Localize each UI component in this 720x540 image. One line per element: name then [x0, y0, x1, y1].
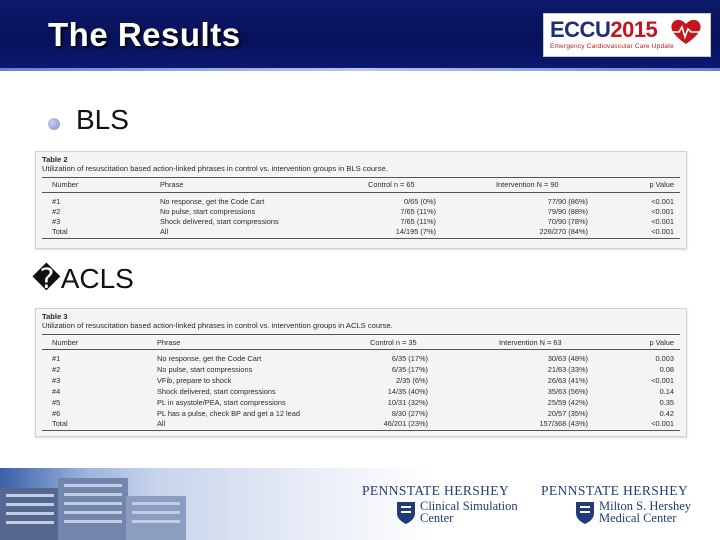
- shield-icon: [396, 501, 416, 525]
- table-cell: 26/63 (41%): [547, 376, 588, 385]
- table-row: [42, 409, 680, 418]
- table-cell: VFib, prepare to shock: [157, 376, 232, 385]
- table-cell: #1: [52, 197, 61, 206]
- table-cell: #6: [52, 409, 61, 418]
- table-cell: 70/90 (78%): [547, 217, 588, 226]
- table-cell: <0.001: [651, 419, 674, 428]
- logo-name: ECCU: [550, 17, 611, 42]
- slide-title: The Results: [48, 16, 241, 53]
- table-cell: 30/63 (48%): [547, 354, 588, 363]
- table-row: [42, 207, 680, 216]
- table-cell: #3: [52, 376, 61, 385]
- column-header: Phrase: [157, 338, 181, 347]
- column-header: Control n = 35: [370, 338, 417, 347]
- table-caption: Utilization of resuscitation based action-linked phrases in control vs. intervention groups in BLS course.: [42, 164, 388, 173]
- table-cell: 0.08: [659, 365, 674, 374]
- bullet-dot-icon: [48, 118, 60, 130]
- table-cell: 157/368 (43%): [539, 419, 588, 428]
- table-cell: #2: [52, 365, 61, 374]
- table-cell: 6/35 (17%): [391, 354, 428, 363]
- table-caption: Utilization of resuscitation based action-linked phrases in control vs. intervention groups in ACLS course.: [42, 321, 393, 330]
- building-illustration: [0, 470, 230, 540]
- table-cell: #2: [52, 207, 61, 216]
- table-cell: Total: [52, 419, 68, 428]
- table-rule: [42, 238, 680, 239]
- table-cell: No pulse, start compressions: [157, 365, 253, 374]
- table-cell: 8/30 (27%): [391, 409, 428, 418]
- org-unit: [420, 500, 518, 524]
- column-header: Number: [52, 180, 79, 189]
- table-rule: [42, 349, 680, 350]
- table-row: [42, 419, 680, 428]
- table-cell: 14/35 (40%): [387, 387, 428, 396]
- table-cell: #1: [52, 354, 61, 363]
- psh-simulation-center-logo: [362, 483, 518, 525]
- table-cell: 79/90 (88%): [547, 207, 588, 216]
- table-cell: #4: [52, 387, 61, 396]
- table-rule: [42, 192, 680, 193]
- table-cell: <0.001: [651, 217, 674, 226]
- table-cell: 25/59 (42%): [547, 398, 588, 407]
- table-cell: 46/201 (23%): [383, 419, 428, 428]
- eccu-logo: [543, 13, 711, 57]
- column-header: Intervention N = 63: [499, 338, 562, 347]
- table-cell: No pulse, start compressions: [160, 207, 256, 216]
- table-row: [42, 227, 680, 236]
- table-cell: 226/270 (84%): [539, 227, 588, 236]
- logo-subtitle: Emergency Cardiovascular Care Update: [550, 43, 674, 50]
- table-cell: Shock delivered, start compressions: [157, 387, 276, 396]
- table-cell: All: [160, 227, 169, 236]
- logo-wordmark: [550, 17, 657, 43]
- table-cell: 14/195 (7%): [395, 227, 436, 236]
- title-divider: [0, 68, 720, 71]
- table-rule: [42, 334, 680, 335]
- table-row: [42, 387, 680, 396]
- table-row: [42, 365, 680, 374]
- logo-year: 2015: [610, 17, 658, 42]
- psh-medical-center-logo: [541, 483, 692, 525]
- acls-results-table: [35, 308, 687, 437]
- table-cell: 7/65 (11%): [400, 217, 436, 226]
- table-row: [42, 376, 680, 385]
- table-rule: [42, 430, 680, 431]
- shield-icon: [575, 501, 595, 525]
- table-cell: 21/63 (33%): [547, 365, 588, 374]
- table-cell: <0.001: [651, 207, 674, 216]
- column-header: p Value: [649, 338, 674, 347]
- table-header-row: [42, 338, 680, 347]
- table-cell: 77/90 (86%): [547, 197, 588, 206]
- column-header: Intervention N = 90: [496, 180, 559, 189]
- unit-line: Clinical Simulation: [420, 499, 518, 513]
- table-cell: 20/57 (35%): [547, 409, 588, 418]
- table-cell: PL has a pulse, check BP and get a 12 lead: [157, 409, 300, 418]
- bullet-acls: �ACLS: [32, 263, 134, 294]
- table-cell: 6/35 (17%): [391, 365, 428, 374]
- column-header: Phrase: [160, 180, 184, 189]
- table-cell: Shock delivered, start compressions: [160, 217, 279, 226]
- table-cell: No response, get the Code Cart: [157, 354, 262, 363]
- table-cell: PL in asystole/PEA, start compressions: [157, 398, 286, 407]
- table-cell: 0.42: [659, 409, 674, 418]
- bullet-bls: BLS: [76, 104, 129, 135]
- table-cell: All: [157, 419, 166, 428]
- column-header: p Value: [649, 180, 674, 189]
- table-row: [42, 354, 680, 363]
- table-row: [42, 217, 680, 226]
- table-cell: Total: [52, 227, 68, 236]
- table-cell: 10/31 (32%): [387, 398, 428, 407]
- table-row: [42, 197, 680, 206]
- table-cell: <0.001: [651, 227, 674, 236]
- table-cell: <0.001: [651, 376, 674, 385]
- table-cell: 0.14: [659, 387, 674, 396]
- table-cell: 0.35: [659, 398, 674, 407]
- table-cell: <0.001: [651, 197, 674, 206]
- org-name: PENNSTATE HERSHEY: [541, 483, 689, 498]
- table-title: Table 2: [42, 155, 68, 164]
- table-cell: 35/63 (56%): [547, 387, 588, 396]
- table-row: [42, 398, 680, 407]
- unit-line: Medical Center: [599, 511, 677, 525]
- table-cell: 2/35 (6%): [395, 376, 428, 385]
- table-rule: [42, 177, 680, 178]
- unit-line: Milton S. Hershey: [599, 499, 692, 513]
- table-cell: 0.003: [655, 354, 674, 363]
- column-header: Number: [52, 338, 79, 347]
- unit-line: Center: [420, 511, 454, 525]
- heart-icon: [669, 18, 703, 46]
- table-title: Table 3: [42, 312, 68, 321]
- bls-results-table: [35, 151, 687, 249]
- table-cell: #3: [52, 217, 61, 226]
- table-cell: 7/65 (11%): [400, 207, 436, 216]
- org-name: PENNSTATE HERSHEY: [362, 483, 510, 498]
- table-header-row: [42, 180, 680, 189]
- table-cell: 0/65 (0%): [403, 197, 436, 206]
- table-cell: No response, get the Code Cart: [160, 197, 265, 206]
- org-unit: [599, 500, 691, 524]
- table-cell: #5: [52, 398, 61, 407]
- column-header: Control n = 65: [368, 180, 415, 189]
